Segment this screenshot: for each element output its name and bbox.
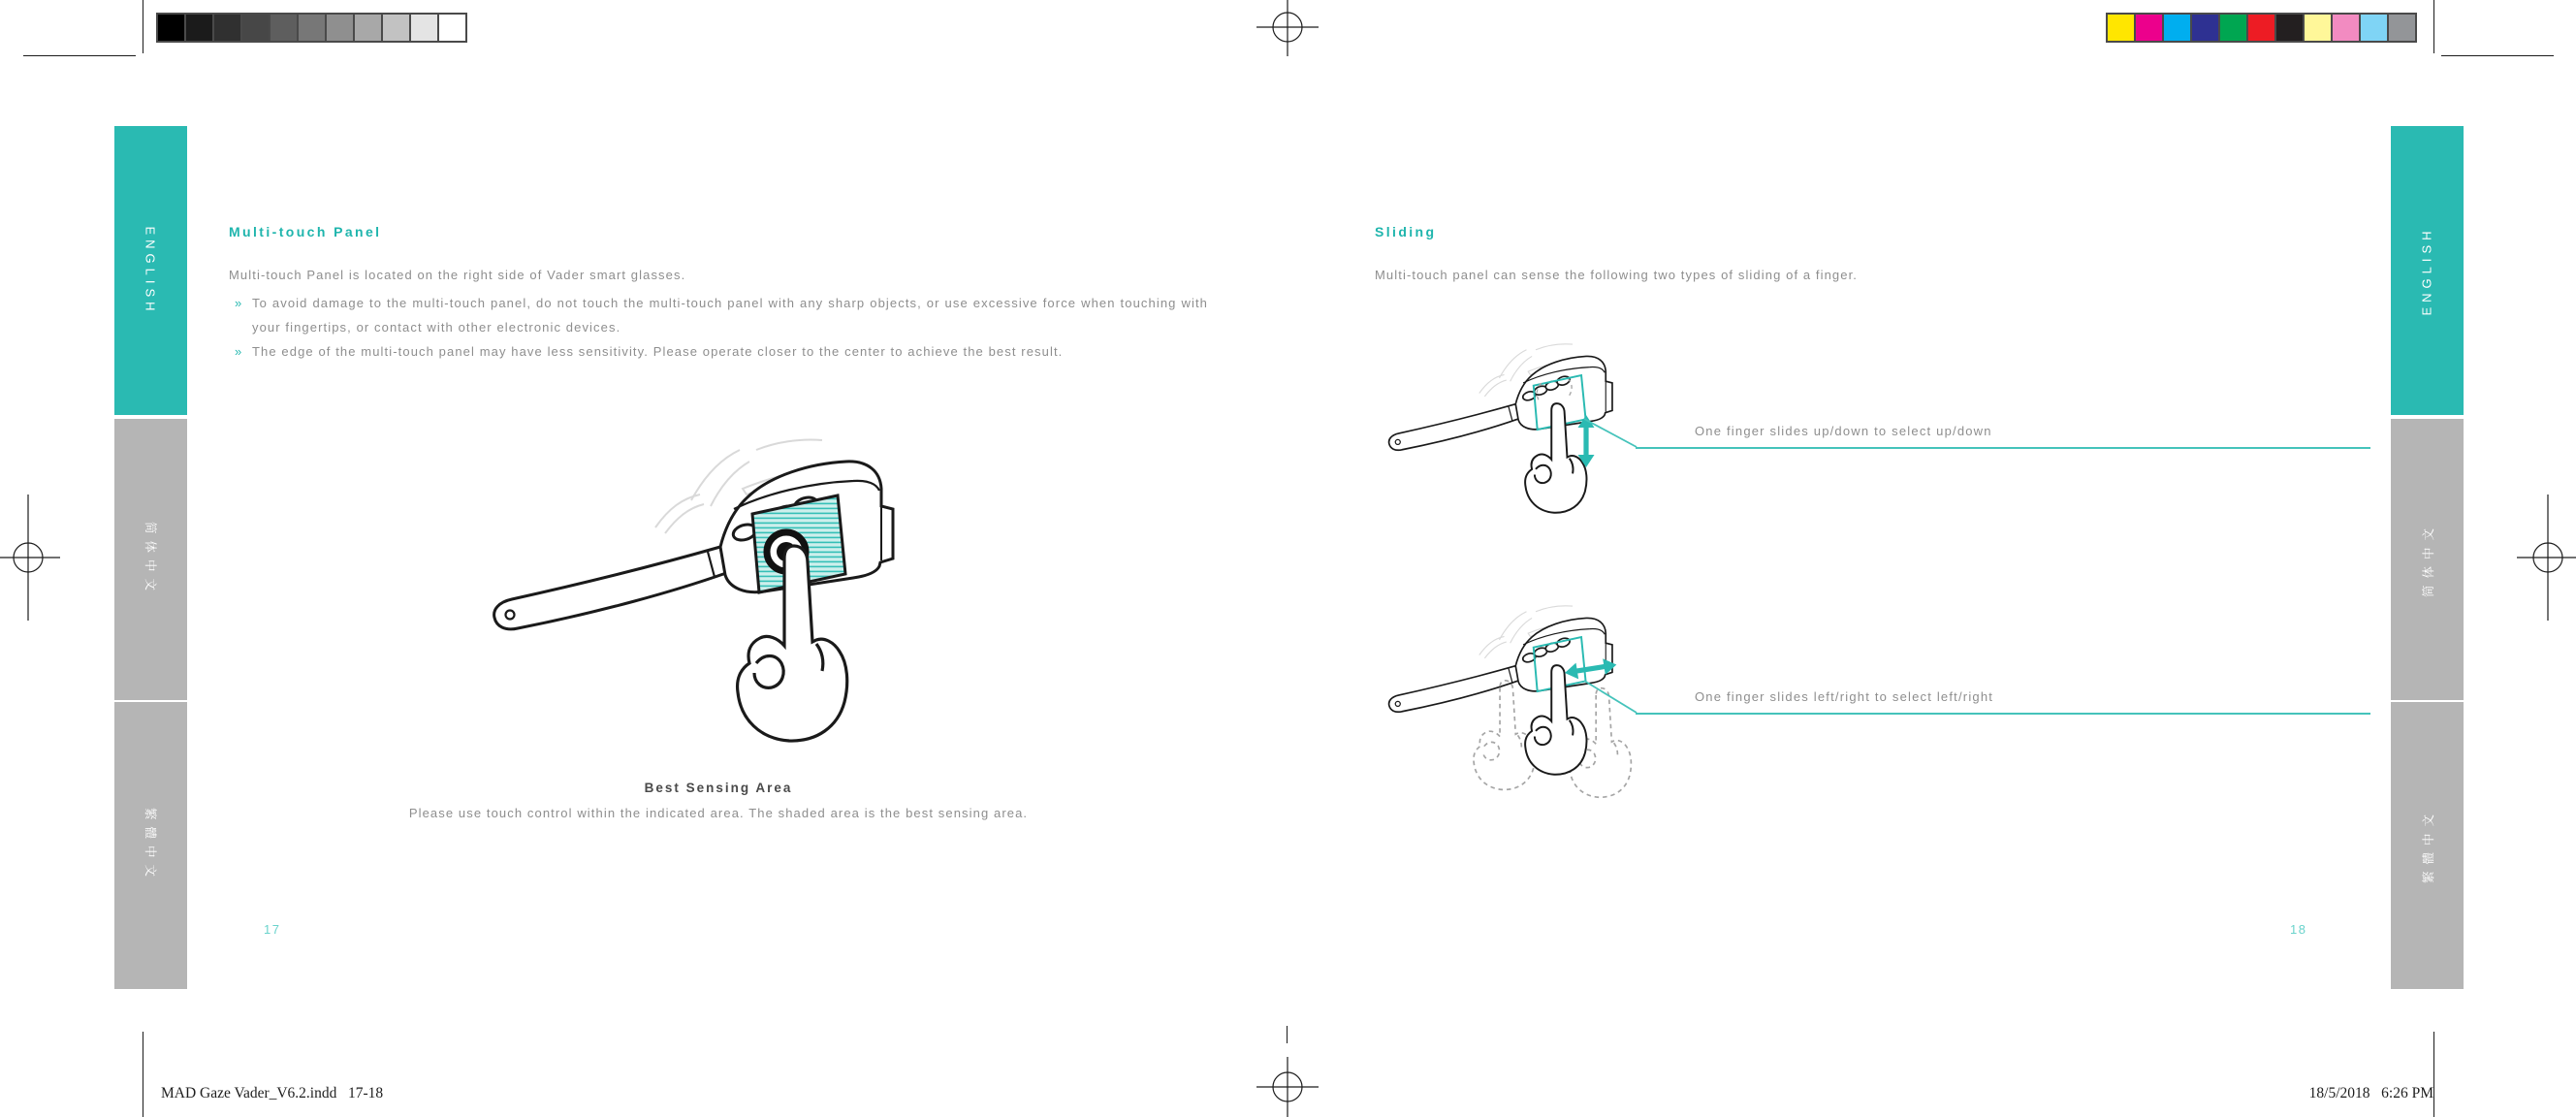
bullet-item bbox=[233, 339, 1208, 364]
color-swatch bbox=[2305, 15, 2331, 41]
color-swatch bbox=[2361, 15, 2387, 41]
page-right-intro: Multi-touch panel can sense the following two types of sliding of a finger. bbox=[1375, 268, 1859, 282]
crop-mark-top-right-vertical bbox=[2433, 0, 2434, 53]
sidebar-left-traditional-chinese-label: 繁體中文 bbox=[143, 807, 157, 884]
registration-mark-right-center bbox=[2517, 495, 2576, 621]
color-swatch bbox=[2136, 15, 2162, 41]
color-swatch bbox=[383, 15, 409, 41]
color-swatch bbox=[2108, 15, 2134, 41]
color-swatch bbox=[2276, 15, 2303, 41]
sidebar-right-simplified-chinese-label: 简体中文 bbox=[2421, 521, 2435, 598]
annotation-slide-up-down: One finger slides up/down to select up/down bbox=[1695, 424, 1992, 438]
page-number-left: 17 bbox=[264, 922, 281, 937]
annotation-slide-left-right: One finger slides left/right to select left/right bbox=[1695, 689, 1994, 704]
color-swatch bbox=[2248, 15, 2274, 41]
ghost-hand-left bbox=[1474, 681, 1535, 790]
color-swatch bbox=[2389, 15, 2415, 41]
sidebar-left-english-label: ENGLISH bbox=[143, 225, 159, 316]
page-left-heading: Multi-touch Panel bbox=[229, 224, 382, 239]
sidebar-right-traditional-chinese-block bbox=[2391, 702, 2464, 989]
color-swatch bbox=[270, 15, 297, 41]
color-swatch bbox=[186, 15, 212, 41]
crop-mark-bottom-right-vertical bbox=[2433, 1032, 2434, 1117]
sidebar-left-simplified-chinese-label: 简体中文 bbox=[143, 521, 157, 598]
bullet-marker: » bbox=[235, 296, 243, 310]
footer-timestamp: 18/5/2018 6:26 PM bbox=[2308, 1085, 2433, 1101]
grayscale-calibration-bar bbox=[156, 13, 467, 43]
figure-caption-text: Please use touch control within the indicated area. The shaded area is the best sensing area. bbox=[408, 806, 1029, 820]
registration-mark-top-center bbox=[1256, 0, 1319, 56]
bullet-marker: » bbox=[235, 344, 243, 359]
registration-mark-bottom-center bbox=[1256, 1057, 1319, 1117]
annotation-leader-line-1 bbox=[1636, 447, 2370, 449]
page-left-bullet-list bbox=[233, 291, 1208, 364]
sidebar-left-english-block bbox=[114, 126, 187, 415]
figure-caption-title: Best Sensing Area bbox=[644, 781, 793, 795]
color-calibration-bar bbox=[2106, 13, 2417, 43]
page-right-heading: Sliding bbox=[1375, 224, 1437, 239]
color-swatch bbox=[214, 15, 240, 41]
annotation-leader-line-2 bbox=[1636, 713, 2370, 715]
slide-left-right-illustration bbox=[1365, 580, 1706, 824]
color-swatch bbox=[2192, 15, 2218, 41]
sidebar-right-english-block bbox=[2391, 126, 2464, 415]
sidebar-right-simplified-chinese-block bbox=[2391, 419, 2464, 700]
color-swatch bbox=[355, 15, 381, 41]
registration-mark-left-center bbox=[0, 495, 60, 621]
color-swatch bbox=[327, 15, 353, 41]
color-swatch bbox=[158, 15, 184, 41]
color-swatch bbox=[2333, 15, 2359, 41]
sidebar-left-simplified-chinese-block bbox=[114, 419, 187, 700]
smart-glasses-drawing bbox=[1389, 344, 1612, 450]
sidebar-right-traditional-chinese-label: 繁體中文 bbox=[2421, 807, 2435, 884]
color-swatch bbox=[299, 15, 325, 41]
color-swatch bbox=[242, 15, 269, 41]
glasses-touch-panel-illustration bbox=[465, 438, 904, 760]
bullet-text: To avoid damage to the multi-touch panel, do not touch the multi-touch panel with any sharp objects, or use excessive force when touching with your fingertips, or contact with other electronic devices. bbox=[252, 296, 1208, 335]
color-swatch bbox=[2220, 15, 2246, 41]
crop-mark-top-right-horizontal bbox=[2441, 55, 2554, 56]
bullet-text: The edge of the multi-touch panel may have less sensitivity. Please operate closer to the center to achieve the best result. bbox=[252, 344, 1064, 359]
color-swatch bbox=[439, 15, 465, 41]
color-swatch bbox=[2164, 15, 2190, 41]
crop-mark-top-left-horizontal bbox=[23, 55, 136, 56]
page-number-right: 18 bbox=[2290, 922, 2307, 937]
slide-up-down-illustration bbox=[1365, 318, 1706, 562]
sidebar-left-traditional-chinese-block bbox=[114, 702, 187, 989]
crop-mark-bottom-center-tick bbox=[1287, 1026, 1288, 1043]
page-left-intro: Multi-touch Panel is located on the right side of Vader smart glasses. bbox=[229, 268, 686, 282]
footer-file-info: MAD Gaze Vader_V6.2.indd 17-18 bbox=[161, 1085, 384, 1101]
color-swatch bbox=[411, 15, 437, 41]
sidebar-right-english-label: ENGLISH bbox=[2420, 225, 2435, 316]
annotation-leader-diagonal bbox=[1584, 419, 1637, 447]
bullet-item bbox=[233, 291, 1208, 339]
